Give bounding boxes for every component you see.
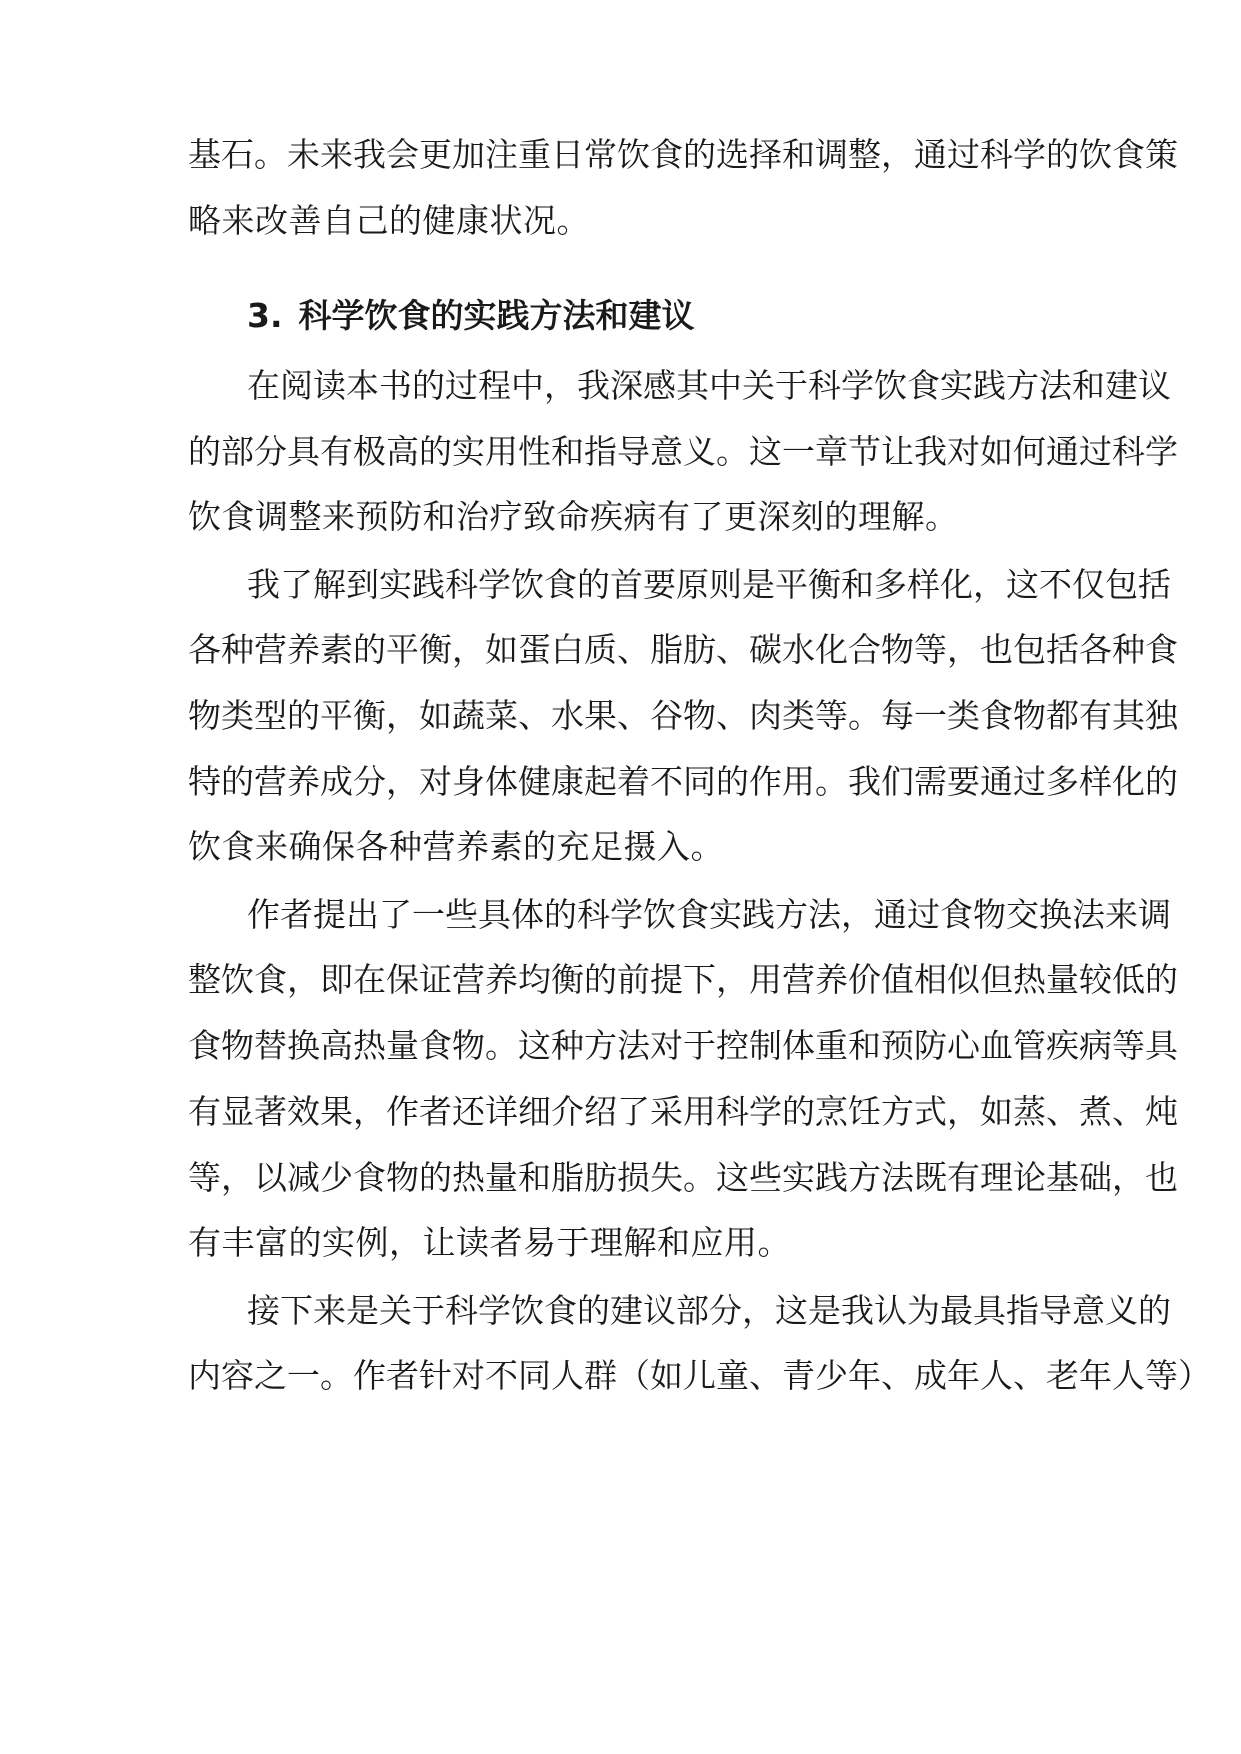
paragraph-line: 作者提出了一些具体的科学饮食实践方法，通过食物交换法来调 [247, 895, 1171, 934]
paragraph-line: 略来改善自己的健康状况。 [188, 201, 590, 240]
paragraph-line: 食物替换高热量食物。这种方法对于控制体重和预防心血管疾病等具 [188, 1026, 1178, 1065]
paragraph-line: 特的营养成分，对身体健康起着不同的作用。我们需要通过多样化的 [188, 762, 1178, 801]
paragraph-line: 物类型的平衡，如蔬菜、水果、谷物、肉类等。每一类食物都有其独 [188, 696, 1178, 735]
section-title: 科学饮食的实践方法和建议 [298, 296, 695, 335]
paragraph-line: 有丰富的实例，让读者易于理解和应用。 [188, 1223, 791, 1262]
paragraph-line: 基石。未来我会更加注重日常饮食的选择和调整，通过科学的饮食策 [188, 135, 1178, 174]
paragraph-line: 在阅读本书的过程中，我深感其中关于科学饮食实践方法和建议 [247, 366, 1171, 405]
paragraph-line: 等，以减少食物的热量和脂肪损失。这些实践方法既有理论基础，也 [188, 1158, 1178, 1197]
paragraph-line: 整饮食，即在保证营养均衡的前提下，用营养价值相似但热量较低的 [188, 960, 1178, 999]
paragraph-line: 饮食来确保各种营养素的充足摄入。 [188, 827, 724, 866]
paragraph-line: 接下来是关于科学饮食的建议部分，这是我认为最具指导意义的 [247, 1291, 1171, 1330]
paragraph-line: 有显著效果，作者还详细介绍了采用科学的烹饪方式，如蒸、煮、炖 [188, 1092, 1178, 1131]
section-number: 3. [247, 296, 283, 335]
paragraph-line: 饮食调整来预防和治疗致命疾病有了更深刻的理解。 [188, 497, 959, 536]
paragraph-line: 各种营养素的平衡，如蛋白质、脂肪、碳水化合物等，也包括各种食 [188, 630, 1178, 669]
paragraph-line: 内容之一。作者针对不同人群（如儿童、青少年、成年人、老年人等） [188, 1356, 1211, 1395]
paragraph-line: 我了解到实践科学饮食的首要原则是平衡和多样化，这不仅包括 [247, 565, 1171, 604]
paragraph-line: 的部分具有极高的实用性和指导意义。这一章节让我对如何通过科学 [188, 432, 1178, 471]
section-heading [247, 296, 695, 336]
